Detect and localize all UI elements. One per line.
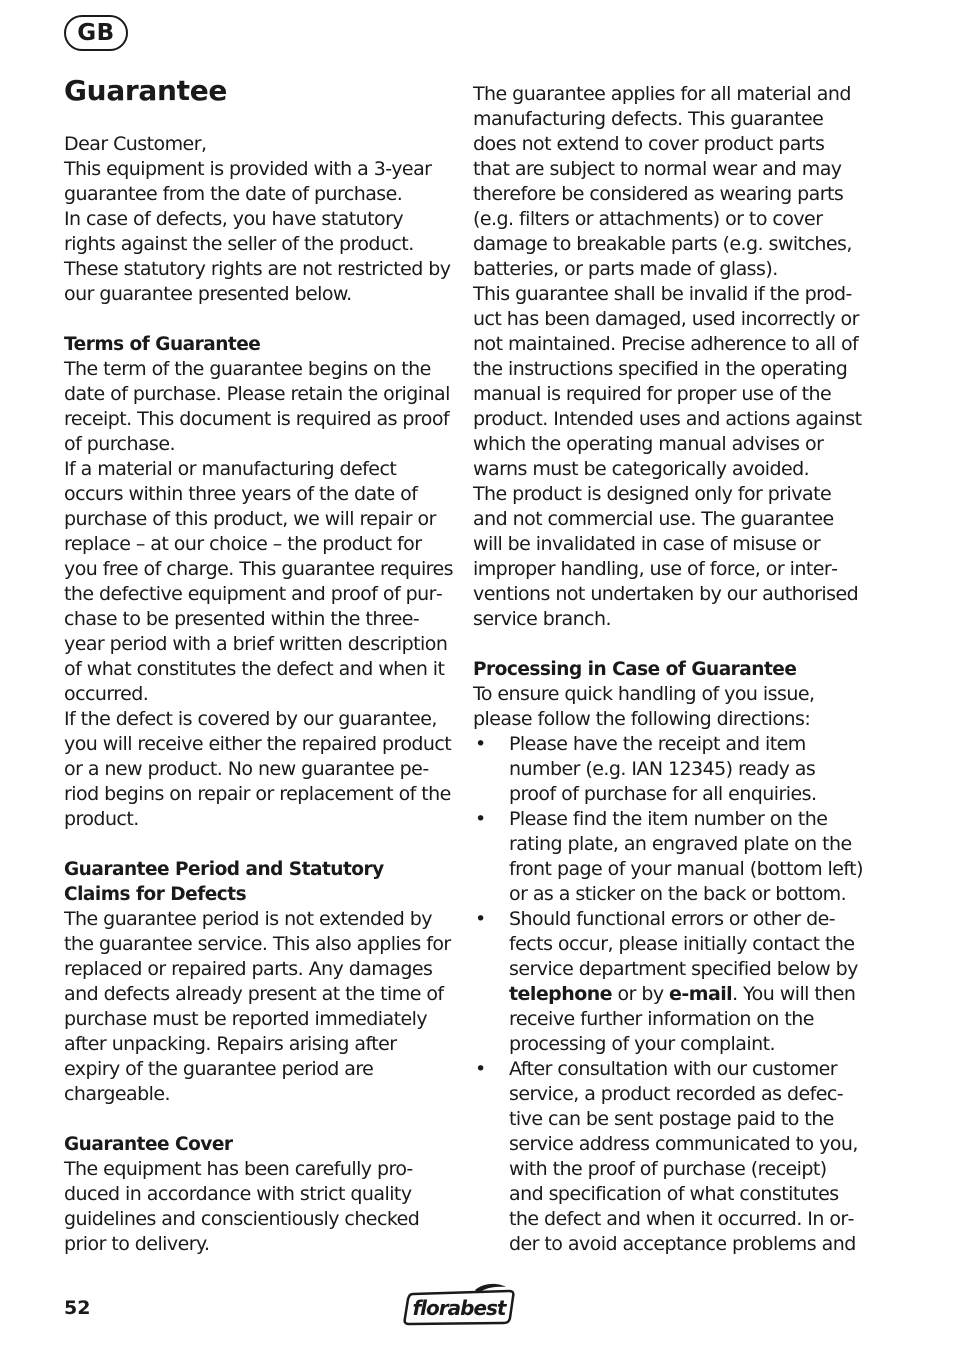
list-item — [473, 732, 863, 807]
bullet-icon: • — [475, 1058, 486, 1080]
section-heading-cover: Guarantee Cover — [64, 1134, 233, 1155]
page-title: Guarantee — [64, 74, 228, 107]
bullet-icon: • — [475, 808, 486, 830]
terms-paragraph: If the defect is covered by our guarantee, you will receive either the repaired product or a new product. No new guarantee period begins on repair or replacement of the product. — [64, 708, 452, 830]
section-heading-period: Guarantee Period and Statutory Claims for Defects — [64, 859, 384, 905]
bullet-icon: • — [475, 733, 486, 755]
left-column — [64, 132, 454, 1257]
page-number: 52 — [64, 1297, 91, 1319]
right-column — [473, 82, 863, 1257]
list-item-text: Please find the item number on the rating plate, an engraved plate on the front page of your manual (bottom left) or as a sticker on the back or bottom. — [509, 808, 863, 905]
language-badge: GB — [64, 15, 128, 51]
cover-paragraph: The guarantee applies for all material and manufacturing defects. This guarantee does not extend to cover product parts that are subject to normal wear and may therefore be considered as wearing parts (e.g. filters or attachments) or to cover damage to breakable parts (e.g. switches, batteries, or parts made of glass). — [473, 83, 852, 280]
list-item-text: Please have the receipt and item number (e.g. IAN 12345) ready as proof of purchase for all enquiries. — [509, 733, 817, 805]
cover-paragraph: The equipment has been carefully produced in accordance with strict quality guidelines and conscientiously checked prior to delivery. — [64, 1158, 420, 1255]
section-heading-terms: Terms of Guarantee — [64, 334, 261, 355]
private-use-paragraph: The product is designed only for private and not commercial use. The guarantee will be invalidated in case of misuse or improper handling, use of force, or interventions not undertaken by our authorised service branch. — [473, 483, 859, 630]
list-item — [473, 1057, 863, 1257]
list-item — [473, 907, 863, 1057]
section-heading-processing: Processing in Case of Guarantee — [473, 659, 797, 680]
terms-paragraph: The term of the guarantee begins on the date of purchase. Please retain the original receipt. This document is required as proof of purchase. — [64, 358, 450, 455]
email-label: e-mail — [669, 983, 733, 1005]
list-item-text: After consultation with our customer service, a product recorded as defective can be sent postage paid to the service address communicated to you, with the proof of purchase (receipt) and specification of what constitutes the defect and when it occurred. In order to avoid acceptance problems and — [509, 1058, 858, 1255]
telephone-label: telephone — [509, 983, 613, 1005]
processing-list — [473, 732, 863, 1257]
intro-greeting: Dear Customer, — [64, 133, 207, 155]
terms-paragraph: If a material or manufacturing defect occurs within three years of the date of purchase of this product, we will repair or replace – at our choice – the product for you free of charge. This guarantee requires the defective equipment and proof of purchase to be presented within the three-year period with a brief written description of what constitutes the defect and when it occurred. — [64, 458, 454, 705]
intro-paragraph: This equipment is provided with a 3-year guarantee from the date of purchase. — [64, 158, 432, 205]
list-item-text: Should functional errors or other defects occur, please initially contact the service department specified below by telephone or by e-mail. You will then receive further information on the processing of your complaint. — [509, 908, 858, 1055]
florabest-logo — [403, 1281, 515, 1327]
list-item — [473, 807, 863, 907]
intro-paragraph: In case of defects, you have statutory rights against the seller of the product. These statutory rights are not restricted by our guarantee presented below. — [64, 208, 451, 305]
bullet-icon: • — [475, 908, 486, 930]
invalidity-paragraph: This guarantee shall be invalid if the product has been damaged, used incorrectly or not maintained. Precise adherence to all of the instructions specified in the operating manual is required for proper use of the product. Intended uses and actions against which the operating manual advises or warns must be categorically avoided. — [473, 283, 862, 480]
processing-intro: To ensure quick handling of you issue, please follow the following directions: — [473, 683, 815, 730]
svg-text:florabest: florabest — [412, 1296, 506, 1320]
period-paragraph: The guarantee period is not extended by the guarantee service. This also applies for replaced or repaired parts. Any damages and defects already present at the time of purchase must be reported immediately after unpacking. Repairs arising after expiry of the guarantee period are chargeable. — [64, 908, 451, 1105]
